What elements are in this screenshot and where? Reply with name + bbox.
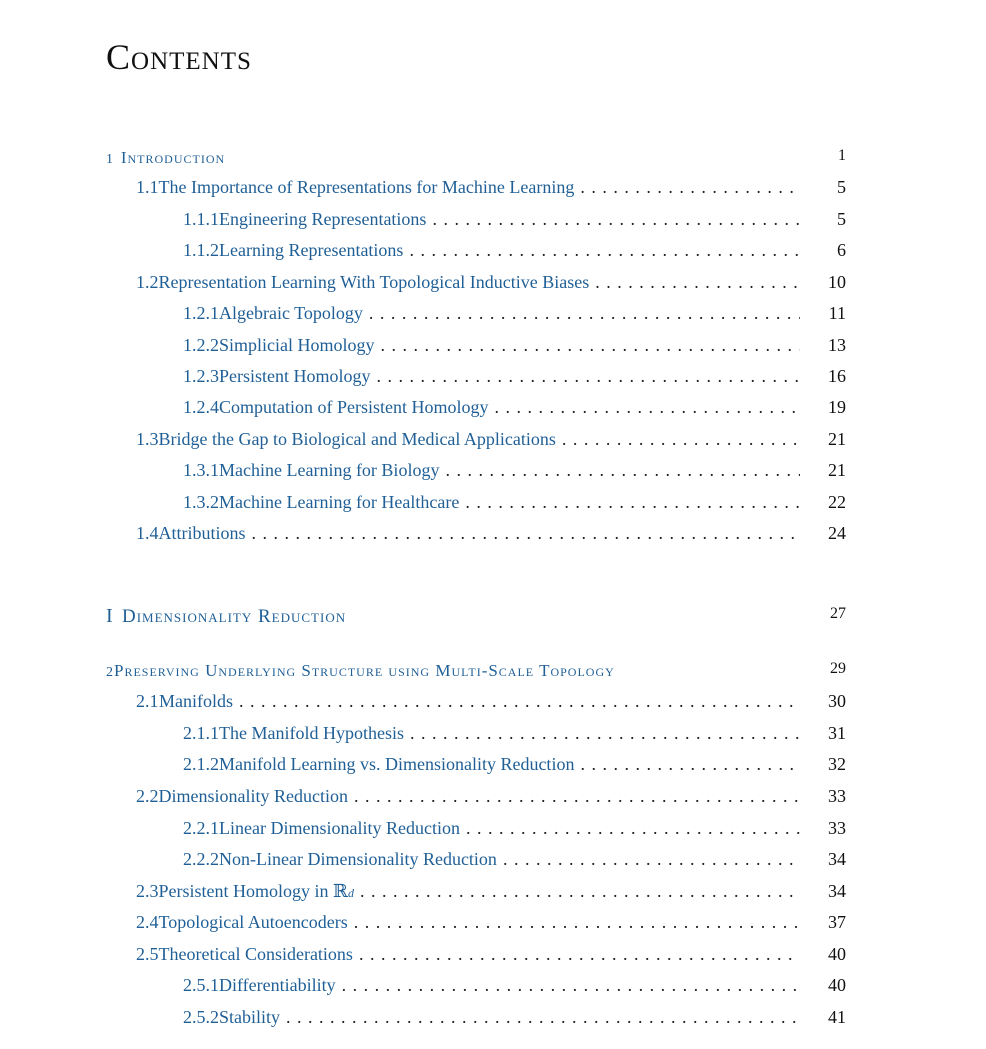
toc-entry-number: 1.2.4 <box>183 397 219 417</box>
toc-entry[interactable] <box>183 303 846 329</box>
toc-entry[interactable] <box>136 272 846 298</box>
toc-page-number: 19 <box>828 397 846 417</box>
toc-dot-leader <box>359 944 800 965</box>
toc-dot-leader <box>432 209 800 230</box>
toc-dot-leader <box>252 523 800 544</box>
toc-entry-number: 1.4 <box>136 523 159 543</box>
toc-page-number: 41 <box>828 1007 846 1027</box>
toc-entry-title[interactable]: Algebraic Topology <box>219 303 363 323</box>
toc-entry-title[interactable]: Manifold Learning vs. Dimensionality Reduction <box>219 754 575 774</box>
toc-page-number: 34 <box>828 849 846 869</box>
toc-entry-title[interactable]: Machine Learning for Biology <box>219 460 440 480</box>
toc-entry-title[interactable]: Topological Autoencoders <box>158 912 348 932</box>
toc-entry-title[interactable]: Manifolds <box>158 691 233 711</box>
toc-entry[interactable] <box>183 209 846 235</box>
toc-entry-number: 1 <box>106 152 114 167</box>
toc-entry-title[interactable]: Non-Linear Dimensionality Reduction <box>219 849 497 869</box>
toc-entry-number: 1.3 <box>136 429 159 449</box>
toc-dot-leader <box>562 429 800 450</box>
toc-entry[interactable] <box>183 849 846 875</box>
toc-entry-title[interactable]: Theoretical Considerations <box>158 944 353 964</box>
toc-entry-number: 2.5.1 <box>183 975 219 995</box>
toc-entry[interactable] <box>183 492 846 518</box>
toc-entry-title[interactable]: Learning Representations <box>219 240 404 260</box>
toc-page-number: 24 <box>828 523 846 543</box>
toc-dot-leader <box>580 177 800 198</box>
toc-entry[interactable] <box>136 912 846 938</box>
toc-entry-number: 1.1.1 <box>183 209 219 229</box>
toc-entry-number: 2.5 <box>136 944 159 964</box>
toc-entry-number: 2.2.1 <box>183 818 219 838</box>
toc-entry[interactable] <box>136 177 846 203</box>
toc-dot-leader <box>360 881 800 902</box>
toc-entry-number: 2.1.2 <box>183 754 219 774</box>
toc-entry[interactable] <box>183 818 846 844</box>
toc-entry[interactable] <box>183 460 846 486</box>
toc-entry[interactable] <box>136 523 846 549</box>
toc-entry-number: 1.2.1 <box>183 303 219 323</box>
toc-entry[interactable] <box>183 975 846 1001</box>
toc-entry-number: 1.2.2 <box>183 335 219 355</box>
toc-dot-leader <box>354 912 800 933</box>
toc-page-number: 34 <box>828 881 846 901</box>
toc-entry-title[interactable]: Dimensionality Reduction <box>158 786 348 806</box>
toc-dot-leader <box>580 754 800 775</box>
toc-entry-number: 2.5.2 <box>183 1007 219 1027</box>
toc-entry-number: I <box>106 605 113 627</box>
toc-dot-leader <box>409 240 800 261</box>
toc-entry[interactable] <box>106 147 846 173</box>
toc-page-number: 40 <box>828 944 846 964</box>
toc-page-number: 6 <box>837 240 846 260</box>
toc-entry-title[interactable]: Engineering Representations <box>219 209 427 229</box>
toc-page-number: 16 <box>828 366 846 386</box>
toc-entry-title[interactable]: Stability <box>219 1007 281 1027</box>
toc-page-number: 1 <box>838 147 846 164</box>
toc-page-number: 27 <box>830 605 846 622</box>
toc-entry-title[interactable]: Dimensionality Reduction <box>121 606 347 627</box>
toc-entry-title[interactable]: Linear Dimensionality Reduction <box>219 818 460 838</box>
toc-entry[interactable] <box>183 397 846 423</box>
toc-entry-title[interactable]: Computation of Persistent Homology <box>219 397 489 417</box>
toc-entry[interactable] <box>136 691 846 717</box>
toc-entry-number: 2.1.1 <box>183 723 219 743</box>
toc-entry[interactable] <box>183 754 846 780</box>
toc-entry-number: 2.3 <box>136 881 159 901</box>
toc-entry[interactable] <box>136 429 846 455</box>
toc-entry-title[interactable]: Persistent Homology <box>219 366 371 386</box>
toc-dot-leader <box>410 723 800 744</box>
toc-page-number: 5 <box>837 209 846 229</box>
toc-dot-leader <box>239 691 800 712</box>
toc-entry-title[interactable]: The Importance of Representations for Machine Learning <box>158 177 575 197</box>
toc-entry[interactable] <box>106 605 846 631</box>
toc-dot-leader <box>286 1007 800 1028</box>
toc-entry-title[interactable]: Introduction <box>120 148 226 167</box>
toc-page-number: 10 <box>828 272 846 292</box>
toc-page-number: 40 <box>828 975 846 995</box>
toc-entry-number: 1.2 <box>136 272 159 292</box>
toc-entry-number: 2 <box>106 665 114 680</box>
toc-dot-leader <box>377 366 801 387</box>
toc-page-number: 32 <box>828 754 846 774</box>
page-title: Contents <box>106 37 252 77</box>
toc-entry-title[interactable]: Machine Learning for Healthcare <box>219 492 460 512</box>
toc-page-number: 22 <box>828 492 846 512</box>
toc-page-number: 33 <box>828 818 846 838</box>
toc-entry[interactable] <box>183 1007 846 1033</box>
toc-entry-number: 2.1 <box>136 691 159 711</box>
toc-entry[interactable] <box>183 366 846 392</box>
toc-entry-superscript: d <box>347 886 354 900</box>
toc-dot-leader <box>503 849 800 870</box>
toc-entry-title[interactable]: Bridge the Gap to Biological and Medical Applications <box>158 429 556 449</box>
toc-entry-number: 1.1.2 <box>183 240 219 260</box>
toc-entry-title[interactable]: Persistent Homology in ℝ <box>158 881 348 901</box>
toc-entry-number: 1.3.1 <box>183 460 219 480</box>
toc-entry[interactable] <box>136 944 846 970</box>
toc-page-number: 21 <box>828 429 846 449</box>
toc-entry-number: 1.1 <box>136 177 159 197</box>
toc-entry-title[interactable]: Attributions <box>158 523 246 543</box>
toc-entry-title[interactable]: Simplicial Homology <box>219 335 375 355</box>
toc-entry-number: 2.4 <box>136 912 159 932</box>
toc-entry-number: 2.2.2 <box>183 849 219 869</box>
toc-entry[interactable] <box>136 881 846 907</box>
toc-page-number: 33 <box>828 786 846 806</box>
toc-page-number: 31 <box>828 723 846 743</box>
toc-dot-leader <box>354 786 800 807</box>
toc-dot-leader <box>466 818 800 839</box>
toc-entry-number: 1.3.2 <box>183 492 219 512</box>
toc-dot-leader <box>445 460 800 481</box>
toc-page-number: 21 <box>828 460 846 480</box>
toc-entry[interactable] <box>183 240 846 266</box>
toc-page-number: 5 <box>837 177 846 197</box>
toc-entry[interactable] <box>183 335 846 361</box>
toc-dot-leader <box>595 272 800 293</box>
toc-page-number: 37 <box>828 912 846 932</box>
toc-dot-leader <box>495 397 801 418</box>
toc-dot-leader <box>381 335 801 356</box>
toc-page-number: 13 <box>828 335 846 355</box>
toc-entry-number: 1.2.3 <box>183 366 219 386</box>
toc-page-number: 11 <box>828 303 846 323</box>
toc-entry[interactable] <box>136 786 846 812</box>
toc-entry-title[interactable]: Representation Learning With Topological Inductive Biases <box>158 272 590 292</box>
toc-entry-title[interactable]: Differentiability <box>219 975 336 995</box>
toc-entry-number: 2.2 <box>136 786 159 806</box>
toc-entry[interactable] <box>106 660 846 686</box>
toc-page-number: 29 <box>830 660 846 677</box>
toc-dot-leader <box>465 492 800 513</box>
toc-entry[interactable] <box>183 723 846 749</box>
toc-dot-leader <box>342 975 800 996</box>
toc-entry-title[interactable]: Preserving Underlying Structure using Multi-Scale Topology <box>114 661 615 680</box>
toc-page-number: 30 <box>828 691 846 711</box>
toc-dot-leader <box>369 303 800 324</box>
toc-entry-title[interactable]: The Manifold Hypothesis <box>219 723 404 743</box>
